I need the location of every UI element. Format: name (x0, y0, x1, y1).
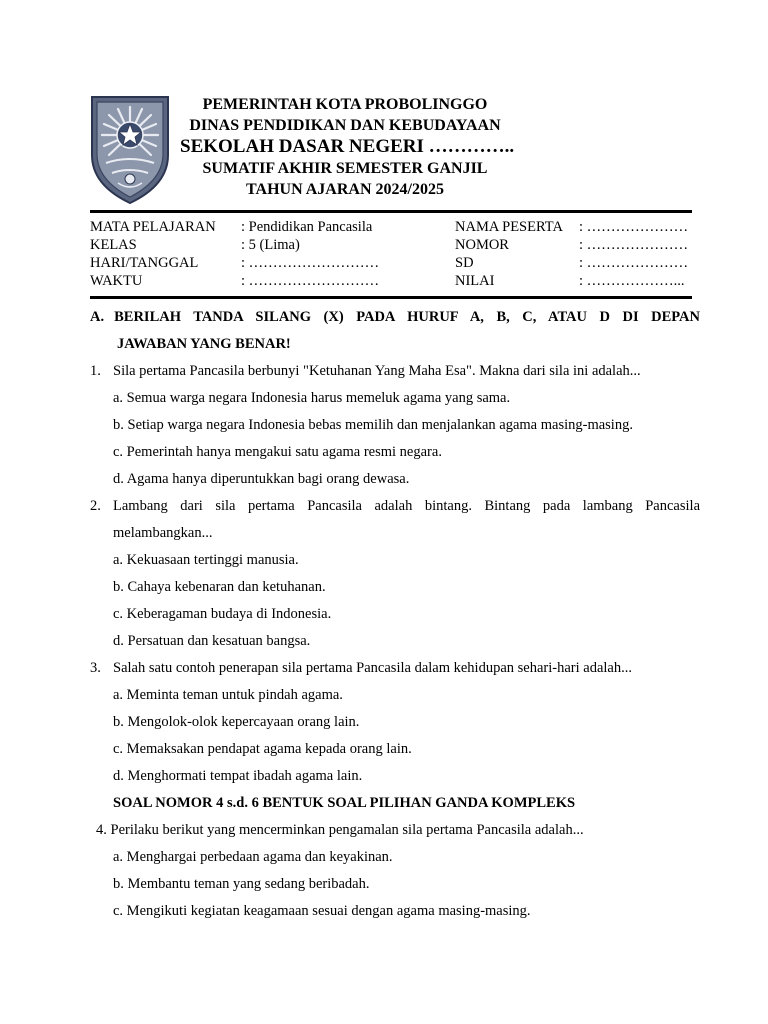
option-3b[interactable]: b. Mengolok-olok kepercayaan orang lain. (113, 714, 360, 730)
info-right-labels (455, 218, 563, 290)
probolinggo-crest-icon (88, 93, 172, 205)
option-3d[interactable]: d. Menghormati tempat ibadah agama lain. (113, 768, 363, 784)
option-1b[interactable]: b. Setiap warga negara Indonesia bebas memilih dan menjalankan agama masing-masing. (113, 417, 633, 433)
info-label: SD (455, 255, 474, 271)
question-2 (90, 493, 700, 520)
section-a-instruction-cont: JAWABAN YANG BENAR! (117, 336, 291, 352)
question-4: 4. Perilaku berikut yang mencerminkan pengamalan sila pertama Pancasila adalah... (96, 822, 584, 838)
question-3 (90, 655, 700, 682)
question-text: Salah satu contoh penerapan sila pertama Pancasila dalam kehidupan sehari-hari adalah... (113, 660, 632, 676)
option-1c[interactable]: c. Pemerintah hanya mengakui satu agama resmi negara. (113, 444, 442, 460)
subsection-title: SOAL NOMOR 4 s.d. 6 BENTUK SOAL PILIHAN GANDA KOMPLEKS (113, 795, 576, 811)
section-a-label: A. (90, 309, 105, 325)
info-label: WAKTU (90, 273, 143, 289)
question-text: Sila pertama Pancasila berbunyi "Ketuhanan Yang Maha Esa". Makna dari sila ini adalah... (113, 363, 641, 379)
header-department: DINAS PENDIDIKAN DAN KEBUDAYAAN (189, 117, 501, 134)
option-2c[interactable]: c. Keberagaman budaya di Indonesia. (113, 606, 332, 622)
question-text-cont: melambangkan... (113, 525, 213, 541)
info-left-values (241, 218, 379, 290)
option-4c[interactable]: c. Mengikuti kegiatan keagamaan sesuai dengan agama masing-masing. (113, 903, 531, 919)
info-value-name: : ………………… (579, 219, 689, 235)
section-a-title (90, 304, 700, 358)
option-4b[interactable]: b. Membantu teman yang sedang beribadah. (113, 876, 370, 892)
info-label: KELAS (90, 237, 137, 253)
question-1 (90, 358, 700, 385)
header-exam-title: SUMATIF AKHIR SEMESTER GANJIL (202, 160, 488, 177)
info-label: HARI/TANGGAL (90, 255, 199, 271)
option-3a[interactable]: a. Meminta teman untuk pindah agama. (113, 687, 343, 703)
info-value-score: : ………………... (579, 273, 685, 289)
question-text: Lambang dari sila pertama Pancasila adalah bintang. Bintang pada lambang Pancasila (113, 498, 700, 514)
document-header (180, 94, 515, 200)
info-value-school: : ………………… (579, 255, 689, 271)
option-1d[interactable]: d. Agama hanya diperuntukkan bagi orang dewasa. (113, 471, 410, 487)
option-2d[interactable]: d. Persatuan dan kesatuan bangsa. (113, 633, 311, 649)
info-right-values (579, 218, 688, 290)
info-value-time: : ……………………… (241, 273, 380, 289)
info-value-date: : ……………………… (241, 255, 380, 271)
info-label: MATA PELAJARAN (90, 219, 216, 235)
info-label: NAMA PESERTA (455, 219, 563, 235)
section-a-line1 (90, 304, 700, 331)
option-2a[interactable]: a. Kekuasaan tertinggi manusia. (113, 552, 299, 568)
info-left-labels (90, 218, 216, 290)
header-divider-top (90, 210, 692, 213)
option-4a[interactable]: a. Menghargai perbedaan agama dan keyakinan. (113, 849, 393, 865)
option-1a[interactable]: a. Semua warga negara Indonesia harus memeluk agama yang sama. (113, 390, 511, 406)
question-number: 1. (90, 363, 101, 379)
info-value-class: : 5 (Lima) (241, 237, 300, 253)
question-number: 3. (90, 660, 101, 676)
question-number: 2. (90, 498, 101, 514)
section-a-instruction: BERILAH TANDA SILANG (X) PADA HURUF A, B, C, ATAU D DI DEPAN (114, 309, 700, 325)
info-label: NOMOR (455, 237, 509, 253)
header-school: SEKOLAH DASAR NEGERI ………….. (180, 136, 515, 157)
header-divider-bottom (90, 296, 692, 299)
info-value-subject: : Pendidikan Pancasila (241, 219, 373, 235)
header-academic-year: TAHUN AJARAN 2024/2025 (246, 181, 444, 198)
info-value-number: : ………………… (579, 237, 689, 253)
option-3c[interactable]: c. Memaksakan pendapat agama kepada orang lain. (113, 741, 412, 757)
header-government: PEMERINTAH KOTA PROBOLINGGO (202, 96, 488, 113)
option-2b[interactable]: b. Cahaya kebenaran dan ketuhanan. (113, 579, 326, 595)
exam-content (90, 304, 700, 925)
info-label: NILAI (455, 273, 495, 289)
